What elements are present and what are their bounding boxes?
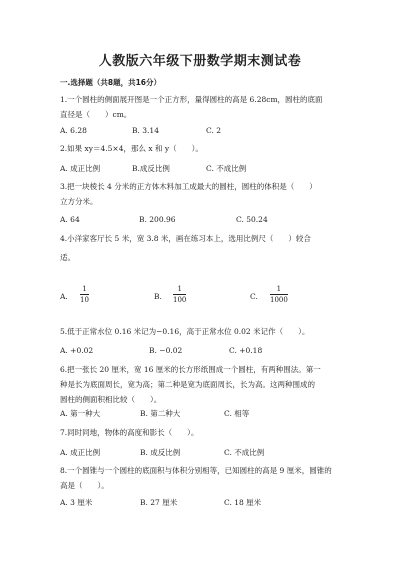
option-c[interactable]: C. 相等 [224,409,250,418]
question-5 [60,324,345,339]
option-b-denominator: 100 [173,296,187,304]
page-title: 人教版六年级下册数学期末测试卷 [98,54,302,69]
option-a[interactable]: A. 6.28 [60,126,87,135]
option-a[interactable]: A. 成正比例 [60,448,101,457]
option-b[interactable]: B. 成反比例 [140,448,181,457]
question-6 [60,362,345,407]
question-1 [60,92,345,122]
question-8 [60,463,345,493]
option-b[interactable]: B. 第二种大 [140,409,181,418]
question-4 [60,231,345,265]
option-c[interactable]: C. 不成比例 [206,164,247,173]
option-a[interactable]: A. 成正比例 [60,164,101,173]
question-3-line-1: 3.把一块棱长 4 分米的正方体木料加工成最大的圆柱，圆柱的体积是（ ） [60,182,317,191]
question-6-line-3: 圆柱的侧面积相比较（ ）。 [60,395,162,404]
option-c[interactable]: C. 不成比例 [224,448,265,457]
question-8-line-2: 高是（ ）。 [60,481,109,490]
option-c-label[interactable]: C. [250,292,258,301]
question-6-line-1: 6.把一张长 20 厘米，宽 16 厘米的长方形纸围成一个圆柱，有两种围法。第一 [60,365,321,374]
question-4-line-1: 4.小洋家客厅长 5 米，宽 3.8 米，画在练习本上，选用比例尺（ ）较合 [60,234,311,243]
option-b[interactable]: B.成反比例 [132,164,170,173]
option-c[interactable]: C. 50.24 [236,215,268,224]
question-1-line-2: 直径是（ ）cm。 [60,110,132,119]
question-2-line-1: 2.如果 xy＝4.5×4，那么 x 和 y（ ）。 [60,144,203,153]
option-b[interactable]: B. 200.96 [139,215,176,224]
option-a[interactable]: A. 64 [60,215,80,224]
option-c-fraction[interactable] [270,284,288,305]
option-c[interactable]: C. +0.18 [229,346,263,355]
question-3 [60,179,345,209]
option-b-fraction[interactable] [173,284,186,305]
question-8-line-1: 8.一个圆锥与一个圆柱的底面积与体积分别相等，已知圆柱的高是 9 厘米，圆锥的 [60,466,332,475]
option-c-numerator: 1 [276,285,282,293]
question-4-line-2: 适。 [60,253,75,262]
option-b[interactable]: B. 3.14 [132,126,159,135]
option-a[interactable]: A. 3 厘米 [60,498,93,507]
option-c-denominator: 1000 [270,296,288,304]
question-7-line-1: 7.同时同地，物体的高度和影长（ ）。 [60,428,199,437]
question-4-options [60,284,360,314]
option-a-denominator: 10 [80,296,89,304]
option-a[interactable]: A. +0.02 [60,346,94,355]
option-c[interactable]: C. 18 厘米 [224,498,262,507]
option-a-label[interactable]: A. [60,292,68,301]
question-2 [60,141,345,156]
question-5-line-1: 5.低于正常水位 0.16 米记为−0.16，高于正常水位 0.02 米记作（ ）。 [60,327,310,336]
option-c[interactable]: C. 2 [206,126,222,135]
question-3-line-2: 立方分米。 [60,197,98,206]
option-a[interactable]: A. 第一种大 [60,409,101,418]
question-1-line-1: 1.一个圆柱的侧面展开图是一个正方形，量得圆柱的高是 6.28cm，圆柱的底面 [60,95,323,104]
option-b-label[interactable]: B. [154,292,162,301]
option-b-numerator: 1 [177,285,182,293]
option-a-fraction[interactable] [80,284,89,305]
question-6-line-2: 种是长为底面周长，宽为高；第二种是宽为底面周长，长为高。这两种围成的 [60,380,315,389]
section-heading: 一.选择题（共8题，共16分） [60,78,162,87]
option-b[interactable]: B. −0.02 [149,346,183,355]
question-7 [60,425,345,440]
option-a-numerator: 1 [82,285,87,293]
option-b[interactable]: B. 27 厘米 [140,498,178,507]
